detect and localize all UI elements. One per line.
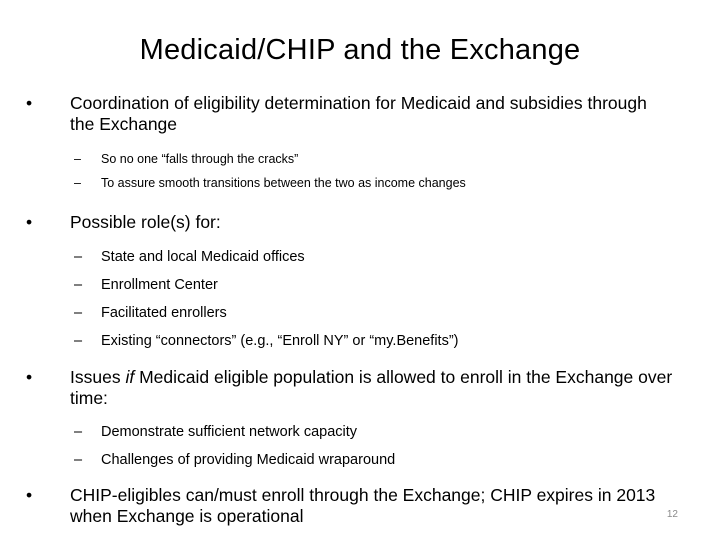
sub-item bbox=[74, 304, 674, 322]
page-number: 12 bbox=[666, 509, 678, 520]
sub-item bbox=[74, 150, 674, 168]
bullet-dot: • bbox=[26, 212, 33, 232]
bullet-item bbox=[26, 212, 676, 233]
bullet-dot: • bbox=[26, 367, 33, 387]
sub-item bbox=[74, 332, 674, 350]
bullet-text: Possible role(s) for: bbox=[70, 212, 221, 232]
slide-title: Medicaid/CHIP and the Exchange bbox=[139, 34, 581, 66]
sub-dash: – bbox=[74, 452, 83, 468]
bullet-text: CHIP-eligibles can/must enroll through the Exchange; CHIP expires in 2013 when Exchange is operational bbox=[70, 485, 656, 526]
sub-item bbox=[74, 276, 674, 294]
sub-text: Existing “connectors” (e.g., “Enroll NY” or “my.Benefits”) bbox=[101, 333, 459, 349]
bullet-text-after: Medicaid eligible population is allowed to enroll in the Exchange over time: bbox=[70, 367, 673, 408]
bullet-text-before: Issues bbox=[70, 367, 126, 387]
sub-item bbox=[74, 451, 674, 469]
bullet-text bbox=[70, 367, 676, 409]
bullet-dot: • bbox=[26, 93, 33, 113]
sub-dash: – bbox=[74, 176, 81, 190]
bullet-item bbox=[26, 93, 676, 135]
bullet-text-emphasis: if bbox=[125, 367, 135, 387]
sub-text: To assure smooth transitions between the two as income changes bbox=[101, 176, 466, 190]
bullet-item bbox=[26, 367, 676, 409]
bullet-item bbox=[26, 485, 666, 527]
sub-text: Demonstrate sufficient network capacity bbox=[101, 424, 358, 440]
sub-dash: – bbox=[74, 424, 83, 440]
sub-dash: – bbox=[74, 152, 81, 166]
sub-text: So no one “falls through the cracks” bbox=[101, 152, 299, 166]
sub-item bbox=[74, 248, 674, 266]
sub-text: Facilitated enrollers bbox=[101, 305, 227, 321]
bullet-dot: • bbox=[26, 485, 33, 505]
sub-dash: – bbox=[74, 249, 83, 265]
sub-item bbox=[74, 423, 674, 441]
bullet-text: Coordination of eligibility determination for Medicaid and subsidies through the Exchange bbox=[70, 93, 647, 134]
sub-dash: – bbox=[74, 305, 83, 321]
sub-dash: – bbox=[74, 277, 83, 293]
sub-text: Enrollment Center bbox=[101, 277, 218, 293]
sub-item bbox=[74, 174, 674, 192]
sub-text: Challenges of providing Medicaid wraparound bbox=[101, 452, 396, 468]
sub-dash: – bbox=[74, 333, 83, 349]
sub-text: State and local Medicaid offices bbox=[101, 249, 305, 265]
